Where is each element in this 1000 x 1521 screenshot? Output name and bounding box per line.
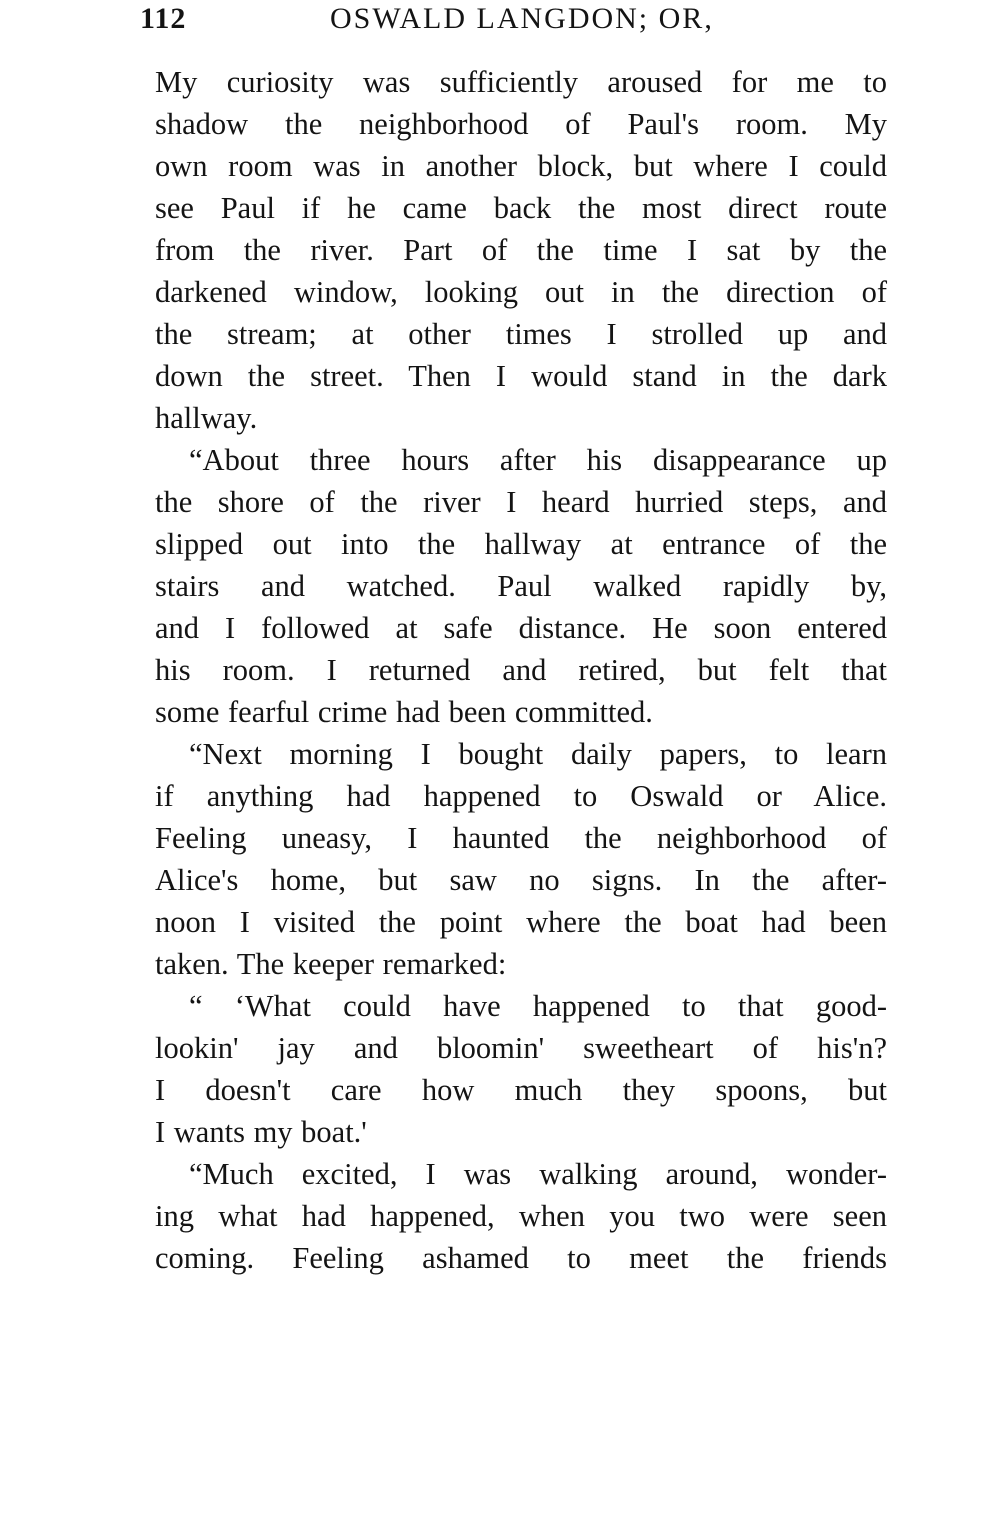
text-line: see Paul if he came back the most direct route xyxy=(155,191,887,225)
text-line: his room. I returned and retired, but felt that xyxy=(155,653,887,687)
text-line: and I followed at safe distance. He soon entered xyxy=(155,611,887,645)
text-line: the stream; at other times I strolled up and xyxy=(155,317,887,351)
text-line: ing what had happened, when you two were seen xyxy=(155,1199,887,1233)
text-line: I doesn't care how much they spoons, but xyxy=(155,1073,887,1107)
text-line: taken. The keeper remarked: xyxy=(155,947,507,981)
paragraph-start-line: “About three hours after his disappearance up xyxy=(189,443,887,477)
text-line: slipped out into the hallway at entrance of the xyxy=(155,527,887,561)
text-line: hallway. xyxy=(155,401,258,435)
text-line: from the river. Part of the time I sat by the xyxy=(155,233,887,267)
paragraph-start-line: “ ‘What could have happened to that good- xyxy=(189,989,887,1023)
paragraph-start-line: “Next morning I bought daily papers, to learn xyxy=(189,737,887,771)
text-line: Feeling uneasy, I haunted the neighborhood of xyxy=(155,821,887,855)
text-line: I wants my boat.' xyxy=(155,1115,367,1149)
paragraph-start-line: “Much excited, I was walking around, wonder- xyxy=(189,1157,887,1191)
text-line: some fearful crime had been committed. xyxy=(155,695,653,729)
text-line: My curiosity was sufficiently aroused for me to xyxy=(155,65,887,99)
body-text xyxy=(155,61,887,1279)
text-line: noon I visited the point where the boat had been xyxy=(155,905,887,939)
text-line: if anything had happened to Oswald or Alice. xyxy=(155,779,887,813)
text-line: down the street. Then I would stand in the dark xyxy=(155,359,887,393)
text-line: the shore of the river I heard hurried steps, and xyxy=(155,485,887,519)
running-head xyxy=(140,2,890,42)
text-line: lookin' jay and bloomin' sweetheart of his'n? xyxy=(155,1031,887,1065)
running-title: OSWALD LANGDON; OR, xyxy=(330,2,714,35)
page-number: 112 xyxy=(140,2,187,35)
text-line: own room was in another block, but where I could xyxy=(155,149,887,183)
text-line: shadow the neighborhood of Paul's room. My xyxy=(155,107,887,141)
text-line: coming. Feeling ashamed to meet the friends xyxy=(155,1241,887,1275)
text-line: darkened window, looking out in the direction of xyxy=(155,275,887,309)
text-line: stairs and watched. Paul walked rapidly by, xyxy=(155,569,887,603)
text-line: Alice's home, but saw no signs. In the after- xyxy=(155,863,887,897)
